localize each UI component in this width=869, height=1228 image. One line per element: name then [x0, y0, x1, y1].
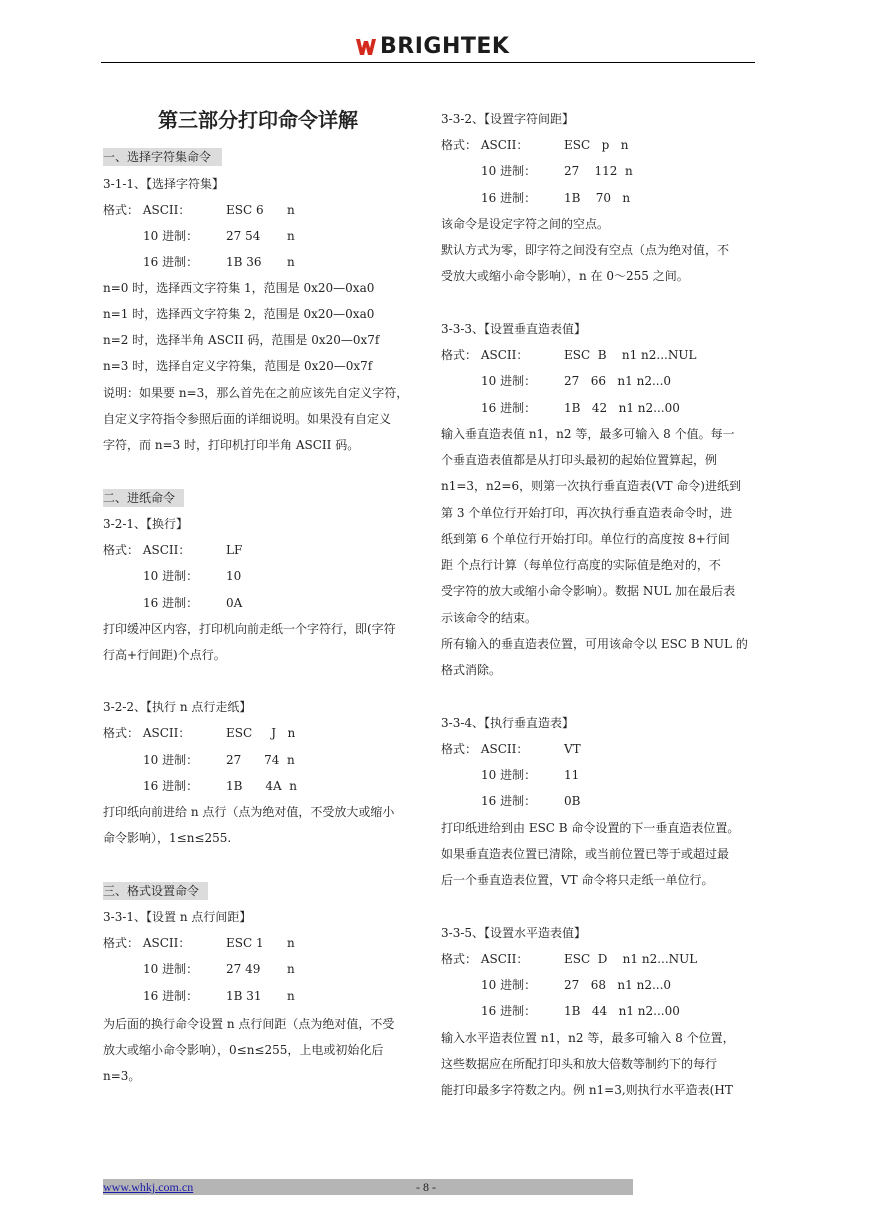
desc-line: 能打印最多字符数之内。例 n1=3,则执行水平造表(HT [441, 1083, 733, 1097]
desc-line: 格式消除。 [441, 663, 502, 677]
section-heading-charset: 一、选择字符集命令 [103, 148, 222, 166]
cmd-title: 3-3-5、【设置水平造表值】 [441, 926, 587, 940]
note-line: 自定义字符指令参照后面的详细说明。如果没有自定义 [103, 412, 392, 426]
desc-line: 受放大或缩小命令影响），n 在 0～255 之间。 [441, 269, 689, 283]
desc-line: 输入水平造表位置 n1，n2 等，最多可输入 8 个位置， [441, 1031, 735, 1045]
desc-line: 如果垂直造表位置已清除，或当前位置已等于或超过最 [441, 847, 730, 861]
brand-name: BRIGHTEK [380, 34, 510, 59]
cmd-title: 3-3-1、【设置 n 点行间距】 [103, 910, 252, 924]
cmd-row: 16 进制： 1B 44 n1 n2...00 [481, 1004, 680, 1018]
cmd-title: 3-1-1、【选择字符集】 [103, 177, 225, 191]
cmd-row: 10 进制： 11 [481, 768, 580, 782]
cmd-row: 10 进制： 27 49 n [143, 962, 295, 976]
cmd-row: 16 进制： 1B 70 n [481, 191, 631, 205]
brand-logo [355, 34, 509, 60]
header-rule [101, 62, 755, 63]
cmd-row: 16 进制： 1B 31 n [143, 989, 295, 1003]
cmd-row: 10 进制： 27 68 n1 n2...0 [481, 978, 672, 992]
desc-line: 这些数据应在所配打印头和放大倍数等制约下的每行 [441, 1057, 718, 1071]
cmd-row: 格式： ASCII： LF [103, 543, 243, 557]
cmd-row: 16 进制： 1B 4A n [143, 779, 297, 793]
brand-logo-icon [355, 36, 377, 58]
desc-line: 输入垂直造表值 n1，n2 等，最多可输入 8 个值。每一 [441, 427, 735, 441]
desc-line: 放大或缩小命令影响），0≤n≤255，上电或初始化后 [103, 1043, 384, 1057]
cmd-row: 格式： ASCII： VT [441, 742, 581, 756]
cmd-row: 10 进制： 10 [143, 569, 242, 583]
cmd-row: 10 进制： 27 66 n1 n2...0 [481, 374, 672, 388]
cmd-row: 10 进制： 27 54 n [143, 229, 295, 243]
desc-line: 纸到第 6 个单位行开始打印。单位行的高度按 8+行间 [441, 532, 730, 546]
cmd-row: 格式： ASCII： ESC J n [103, 726, 296, 740]
desc-line: 默认方式为零，即字符之间没有空点（点为绝对值，不 [441, 243, 730, 257]
page-number: - 8 - [416, 1180, 436, 1194]
cmd-row: 格式： ASCII： ESC 1 n [103, 936, 295, 950]
cmd-title: 3-3-2、【设置字符间距】 [441, 112, 575, 126]
note-line: n=0 时，选择西文字符集 1，范围是 0x20—0xa0 [103, 281, 375, 295]
note-line: 说明：如果要 n=3，那么首先在之前应该先自定义字符， [103, 386, 409, 400]
desc-line: 所有输入的垂直造表位置，可用该命令以 ESC B NUL 的 [441, 637, 748, 651]
note-line: n=1 时，选择西文字符集 2，范围是 0x20—0xa0 [103, 307, 375, 321]
desc-line: 该命令是设定字符之间的空点。 [441, 217, 610, 231]
section-heading-feed: 二、进纸命令 [103, 489, 184, 507]
desc-line: 示该命令的结束。 [441, 611, 538, 625]
desc-line: 打印纸进给到由 ESC B 命令设置的下一垂直造表位置。 [441, 821, 740, 835]
cmd-title: 3-3-3、【设置垂直造表值】 [441, 322, 587, 336]
cmd-row: 16 进制： 0A [143, 596, 243, 610]
desc-line: n1=3，n2=6，则第一次执行垂直造表(VT 命令)进纸到 [441, 479, 741, 493]
cmd-row: 16 进制： 0B [481, 794, 581, 808]
note-line: n=3 时，选择自定义字符集，范围是 0x20—0x7f [103, 359, 373, 373]
cmd-row: 16 进制： 1B 36 n [143, 255, 295, 269]
desc-line: 个垂直造表值都是从打印头最初的起始位置算起，例 [441, 453, 718, 467]
cmd-row: 16 进制： 1B 42 n1 n2...00 [481, 401, 680, 415]
cmd-row: 格式： ASCII： ESC D n1 n2...NUL [441, 952, 698, 966]
desc-line: 打印缓冲区内容，打印机向前走纸一个字符行，即(字符 [103, 622, 396, 636]
cmd-row: 10 进制： 27 112 n [481, 164, 633, 178]
cmd-row: 格式： ASCII： ESC 6 n [103, 203, 295, 217]
desc-line: 距 个点行计算（每单位行高度的实际值是绝对的，不 [441, 558, 721, 572]
section-heading-format: 三、格式设置命令 [103, 882, 208, 900]
cmd-row: 10 进制： 27 74 n [143, 753, 295, 767]
cmd-title: 3-2-1、【换行】 [103, 517, 189, 531]
cmd-row: 格式： ASCII： ESC p n [441, 138, 629, 152]
desc-line: n=3。 [103, 1069, 141, 1083]
cmd-title: 3-3-4、【执行垂直造表】 [441, 716, 575, 730]
cmd-row: 格式： ASCII： ESC B n1 n2...NUL [441, 348, 697, 362]
desc-line: 第 3 个单位行开始打印，再次执行垂直造表命令时，进 [441, 506, 733, 520]
desc-line: 打印纸向前进给 n 点行（点为绝对值，不受放大或缩小 [103, 805, 395, 819]
page-title: 第三部分打印命令详解 [158, 108, 358, 132]
note-line: 字符，而 n=3 时，打印机打印半角 ASCII 码。 [103, 438, 360, 452]
desc-line: 命令影响），1≤n≤255. [103, 831, 232, 845]
desc-line: 受字符的放大或缩小命令影响）。数据 NUL 加在最后表 [441, 584, 736, 598]
note-line: n=2 时，选择半角 ASCII 码，范围是 0x20—0x7f [103, 333, 380, 347]
desc-line: 为后面的换行命令设置 n 点行间距（点为绝对值，不受 [103, 1017, 395, 1031]
cmd-title: 3-2-2、【执行 n 点行走纸】 [103, 700, 252, 714]
footer-website-link[interactable]: www.whkj.com.cn [103, 1180, 194, 1194]
desc-line: 行高+行间距)个点行。 [103, 648, 226, 662]
desc-line: 后一个垂直造表位置，VT 命令将只走纸一单位行。 [441, 873, 714, 887]
